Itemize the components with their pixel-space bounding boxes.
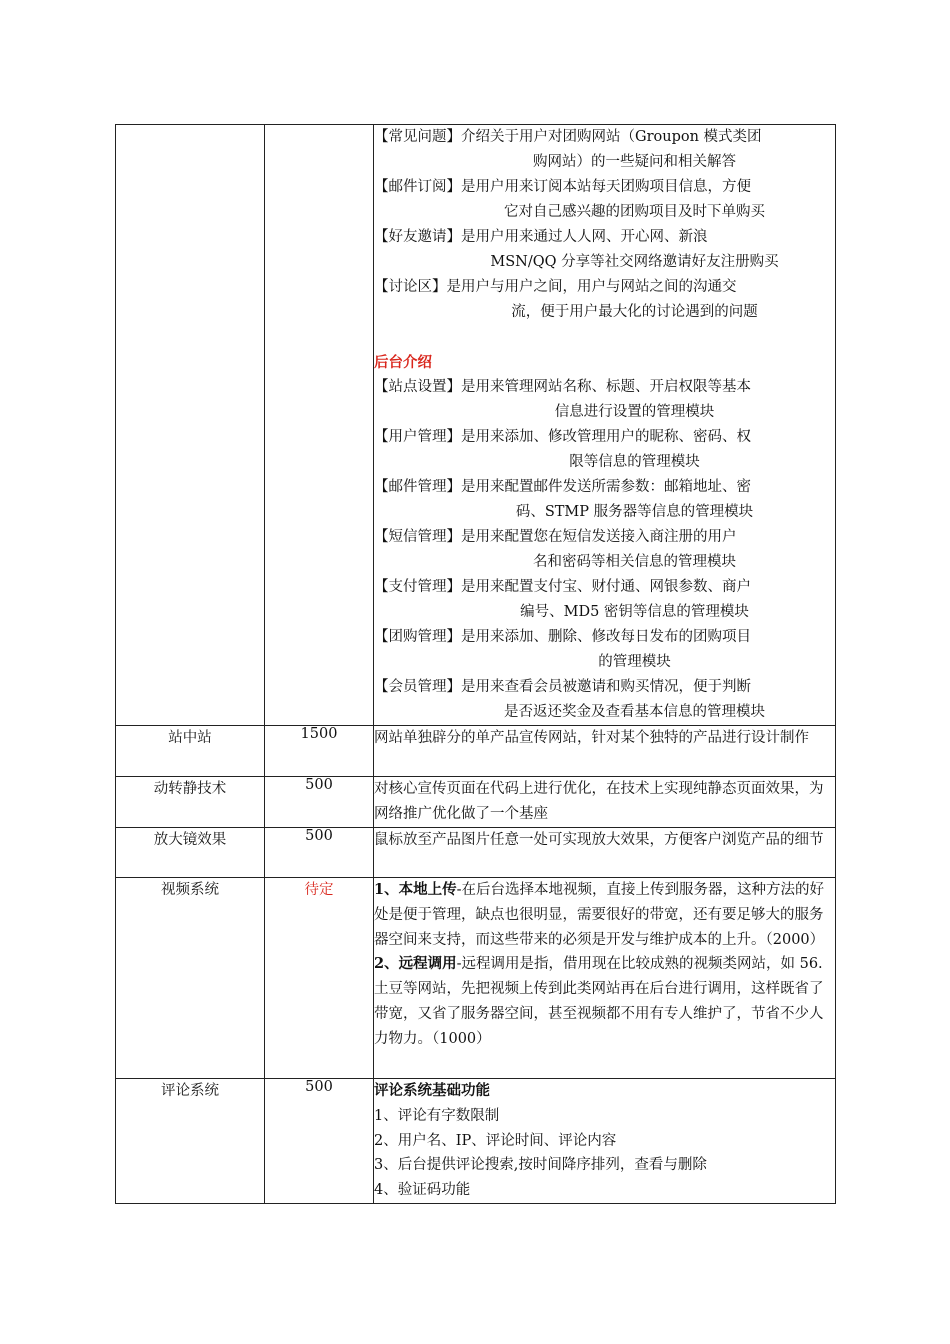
table-row (116, 828, 836, 878)
list-item: 【常见问题】介绍关于用户对团购网站（Groupon 模式类团 购网站）的一些疑问和相关解答 (374, 129, 762, 170)
feature-name: 站中站 (116, 726, 265, 777)
video-option-local: 1、本地上传-在后台选择本地视频，直接上传到服务器，这种方法的好处是便于管理，缺点也很明显，需要很好的带宽，还有要足够大的服务器空间来支持，而这些带来的必须是开发与维护成本的上升。（2000） (374, 881, 825, 948)
table-row (116, 777, 836, 828)
frontend-list (374, 125, 835, 325)
backend-section-title: 后台介绍 (374, 354, 432, 371)
feature-price: 待定 (265, 878, 374, 1079)
table-row (116, 726, 836, 777)
table-row (116, 125, 836, 726)
list-item: 【团购管理】是用来添加、删除、修改每日发布的团购项目 的管理模块 (374, 629, 751, 670)
feature-description: 对核心宣传页面在代码上进行优化，在技术上实现纯静态页面效果，为网络推广优化做了一个基座 (374, 777, 836, 828)
feature-price: 1500 (265, 726, 374, 777)
list-item: 【站点设置】是用来管理网站名称、标题、开启权限等基本 信息进行设置的管理模块 (374, 379, 751, 420)
list-item: 【支付管理】是用来配置支付宝、财付通、网银参数、商户 编号、MD5 密钥等信息的管理模块 (374, 579, 751, 620)
comment-title: 评论系统基础功能 (374, 1082, 490, 1099)
list-item: 【会员管理】是用来查看会员被邀请和购买情况，便于判断 是否返还奖金及查看基本信息的管理模块 (374, 679, 765, 720)
feature-description (374, 1079, 836, 1204)
list-item: 【邮件管理】是用来配置邮件发送所需参数：邮箱地址、密 码、STMP 服务器等信息的管理模块 (374, 479, 754, 520)
feature-description: 网站单独辟分的单产品宣传网站，针对某个独特的产品进行设计制作 (374, 726, 836, 777)
video-option-remote: 2、远程调用-远程调用是指，借用现在比较成熟的视频类网站，如 56.土豆等网站，先把视频上传到此类网站再在后台进行调用，这样既省了带宽，又省了服务器空间，甚至视频都不用有专人维护了，节省不少人力物力。（1000） (374, 955, 824, 1047)
list-item: 【用户管理】是用来添加、修改管理用户的昵称、密码、权 限等信息的管理模块 (374, 429, 751, 470)
feature-price: 500 (265, 828, 374, 878)
feature-price: 500 (265, 1079, 374, 1204)
spec-table (115, 124, 836, 1204)
feature-description (374, 878, 836, 1079)
feature-name: 评论系统 (116, 1079, 265, 1204)
cell-empty-name (116, 125, 265, 726)
list-item: 3、后台提供评论搜索,按时间降序排列，查看与删除 (374, 1157, 707, 1174)
table-row (116, 878, 836, 1079)
list-item: 4、验证码功能 (374, 1182, 471, 1199)
list-item: 1、评论有字数限制 (374, 1107, 500, 1124)
cell-empty-price (265, 125, 374, 726)
feature-description: 鼠标放至产品图片任意一处可实现放大效果，方便客户浏览产品的细节 (374, 828, 836, 878)
table-row (116, 1079, 836, 1204)
list-item: 【好友邀请】是用户用来通过人人网、开心网、新浪 MSN/QQ 分享等社交网络邀请好友注册购买 (374, 229, 779, 270)
list-item: 2、用户名、IP、评论时间、评论内容 (374, 1132, 617, 1149)
list-item: 【讨论区】是用户与用户之间，用户与网站之间的沟通交 流，便于用户最大化的讨论遇到的问题 (374, 279, 758, 320)
list-item: 【短信管理】是用来配置您在短信发送接入商注册的用户 名和密码等相关信息的管理模块 (374, 529, 737, 570)
module-intro-cell (374, 125, 836, 726)
backend-list (374, 375, 835, 725)
feature-name: 动转静技术 (116, 777, 265, 828)
feature-name: 放大镜效果 (116, 828, 265, 878)
feature-price: 500 (265, 777, 374, 828)
list-item: 【邮件订阅】是用户用来订阅本站每天团购项目信息，方便 它对自己感兴趣的团购项目及时下单购买 (374, 179, 765, 220)
feature-name: 视频系统 (116, 878, 265, 1079)
